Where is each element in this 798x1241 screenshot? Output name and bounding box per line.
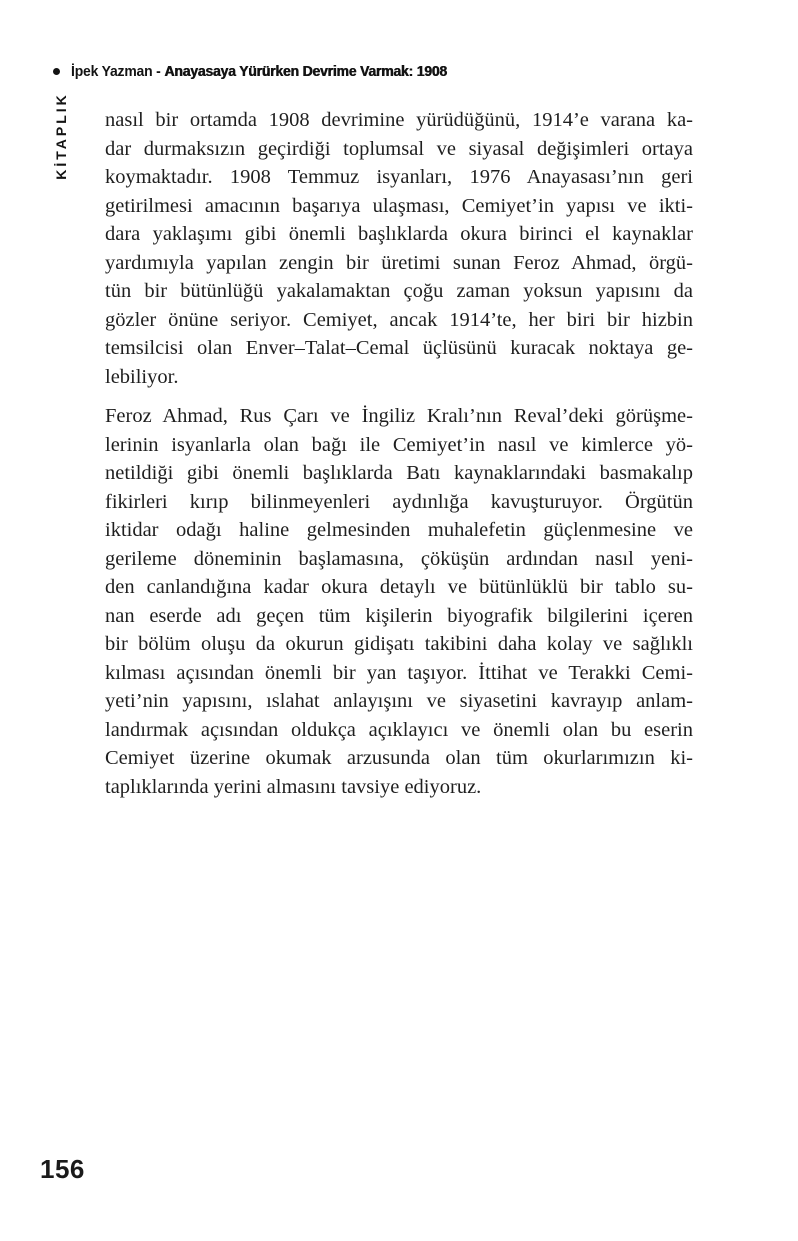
text-line: koymaktadır. 1908 Temmuz isyanları, 1976 Anayasası’nın geri	[105, 166, 693, 188]
text-line: yardımıyla yapılan zengin bir üretimi sunan Feroz Ahmad, örgü-	[105, 251, 693, 274]
text-line: dara yaklaşımı gibi önemli başlıklarda okura birinci el kaynaklar	[105, 223, 693, 245]
header-author: İpek Yazman -	[71, 63, 165, 80]
text-line: Feroz Ahmad, Rus Çarı ve İngiliz Kralı’nın Reval’deki görüşme-	[105, 405, 693, 427]
page-header	[53, 63, 475, 80]
text-line: temsilcisi olan Enver–Talat–Cemal üçlüsünü kuracak noktaya ge-	[105, 337, 693, 359]
paragraph	[105, 402, 693, 801]
text-line: landırmak açısından oldukça açıklayıcı ve önemli olan bu eserin	[105, 718, 693, 741]
text-line: gerileme döneminin başlamasına, çöküşün ardından nasıl yeni-	[105, 547, 693, 570]
body-text	[105, 106, 693, 812]
page-number: 156	[40, 1154, 85, 1184]
paragraph	[105, 106, 693, 391]
text-line: netildiği gibi önemli başlıklarda Batı kaynaklarındaki basmakalıp	[105, 462, 693, 484]
text-line: gözler önüne seriyor. Cemiyet, ancak 1914’te, her biri bir hizbin	[105, 308, 693, 331]
text-line: den canlandığına kadar okura detaylı ve bütünlüklü bir tablo su-	[105, 576, 693, 598]
text-line: lebiliyor.	[105, 365, 179, 388]
section-vertical-label: KİTAPLIK	[53, 92, 69, 180]
header-book-title: Anayasaya Yürürken Devrime Varmak: 1908	[164, 63, 447, 80]
text-line: nan eserde adı geçen tüm kişilerin biyografik bilgilerini içeren	[105, 604, 693, 627]
text-line: Cemiyet üzerine okumak arzusunda olan tüm okurlarımızın ki-	[105, 747, 693, 769]
text-line: dar durmaksızın geçirdiği toplumsal ve siyasal değişimleri ortaya	[105, 137, 693, 160]
bullet-icon	[53, 68, 60, 75]
text-line: fikirleri kırıp bilinmeyenleri aydınlığa kavuşturuyor. Örgütün	[105, 490, 693, 513]
header-text	[71, 63, 447, 80]
text-line: bir bölüm oluşu da okurun gidişatı takibini daha kolay ve sağlıklı	[105, 633, 693, 655]
text-line: kılması açısından önemli bir yan taşıyor. İttihat ve Terakki Cemi-	[105, 661, 693, 684]
text-line: tün bir bütünlüğü yakalamaktan çoğu zaman yoksun yapısını da	[105, 280, 693, 302]
text-line: taplıklarında yerini almasını tavsiye ediyoruz.	[105, 775, 482, 798]
text-line: nasıl bir ortamda 1908 devrimine yürüdüğünü, 1914’e varana ka-	[105, 109, 693, 131]
text-line: yeti’nin yapısını, ıslahat anlayışını ve siyasetini kavrayıp anlam-	[105, 690, 693, 712]
text-line: iktidar odağı haline gelmesinden muhalefetin güçlenmesine ve	[105, 519, 693, 541]
text-line: lerinin isyanlarla olan bağı ile Cemiyet’in nasıl ve kimlerce yö-	[105, 433, 693, 456]
text-line: getirilmesi amacının başarıya ulaşması, Cemiyet’in yapısı ve ikti-	[105, 194, 693, 217]
